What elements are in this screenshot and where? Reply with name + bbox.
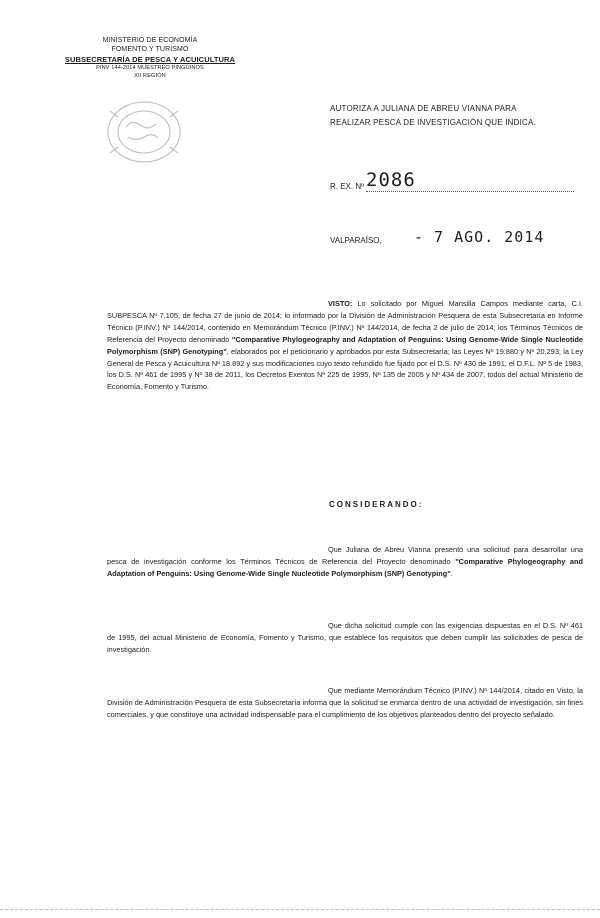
considerando-p1-text-a: Que Juliana de Abreu Vianna presentó una solicitud para desarrollar una pesca de investigación conforme los Términos Técnicos de Referencia del Proyecto denominado	[107, 545, 583, 566]
considerando-heading: CONSIDERANDO:	[329, 500, 424, 509]
dateline-label: VALPARAÍSO,	[330, 236, 382, 245]
dateline-value: - 7 AGO. 2014	[414, 228, 545, 246]
visto-text-a: Lo solicitado por Miguel Mansilla Campos mediante carta, C.I. SUBPESCA Nº 7.105, de fecha 27 de junio de 2014; lo informado por la División de Administración Pesquera de esta Subsecretaría en Informe Técnico (P.INV.) Nº 144/2014, contenido en Memorándum Técnico (P.INV.) Nº 144/2014, de fecha 2 de julio de 2014; los Términos Técnicos de Referencia del Proyecto denominado	[107, 299, 583, 344]
ministry-line-2: FOMENTO Y TURISMO	[111, 46, 189, 54]
resolution-dotted-line	[366, 191, 574, 192]
region-line: XII REGIÓN	[134, 73, 166, 80]
subject-line-2: REALIZAR PESCA DE INVESTIGACIÓN QUE INDICA.	[330, 118, 536, 127]
pinv-reference: PINV 144-2014 MUESTREO PINGÜINOS	[96, 65, 204, 72]
official-stamp-icon	[86, 91, 202, 173]
subject-block	[330, 102, 580, 130]
resolution-label: R. EX. Nº	[330, 182, 365, 191]
resolution-number: 2086	[366, 169, 416, 191]
dateline-row	[330, 228, 580, 250]
visto-paragraph	[107, 298, 583, 393]
ministry-line-1: MINISTERIO DE ECONOMÍA	[102, 37, 198, 44]
subject-line-1: AUTORIZA A JULIANA DE ABREU VIANNA PARA	[330, 104, 517, 113]
visto-project-title: "Comparative Phylogeography and Adaptation of Penguins: Using Genome-Wide Single Nucleotide Polymorphism (SNP) Genotyping"	[107, 334, 583, 356]
considerando-paragraph-2: Que dicha solicitud cumple con las exigencias dispuestas en el D.S. Nº 461 de 1995, del actual Ministerio de Economía, Fomento y Turismo, que establece los requisitos que deben cumplir las solicitudes de pesca de investigación.	[107, 621, 583, 654]
resolution-number-row	[330, 169, 580, 195]
visto-lead: VISTO:	[328, 299, 353, 308]
considerando-p1-project-title: "Comparative Phylogeography and Adaptation of Penguins: Using Genome-Wide Single Nucleotide Polymorphism (SNP) Genotyping"	[107, 556, 583, 578]
considerando-paragraph-1	[107, 544, 583, 580]
subsecretaria-line: SUBSECRETARÍA DE PESCA Y ACUICULTURA	[64, 54, 236, 64]
visto-text-b: , elaborados por el peticionario y aprobados por esta Subsecretaría; las Leyes Nº 19.880 y Nº 20.293; la Ley General de Pesca y Acuicultura Nº 18.892 y sus modificaciones cuyo texto refundido fue fijado por el D.S. Nº 430 de 1991, el D.F.L. Nº 5 de 1983, los D.S. Nº 461 de 1995 y Nº 38 de 2011, los Decretos Exentos Nº 225 de 1995, Nº 135 de 2005 y Nº 434 de 2007, todos del actual Ministerio de Economía, Fomento y Turismo.	[107, 346, 583, 392]
considerando-paragraph-3: Que mediante Memorándum Técnico (P.INV.) Nº 144/2014, citado en Visto, la División de Administración Pesquera de esta Subsecretaría informa que la solicitud se enmarca dentro de una actividad de investigación, sin fines comerciales, y que constituye una actividad indispensable para el cumplimiento de los objetivos planteados dentro del proyecto señalado.	[107, 686, 583, 719]
letterhead	[50, 36, 250, 80]
page-bottom-edge	[0, 909, 600, 912]
considerando-p1-text-b: .	[450, 568, 453, 578]
